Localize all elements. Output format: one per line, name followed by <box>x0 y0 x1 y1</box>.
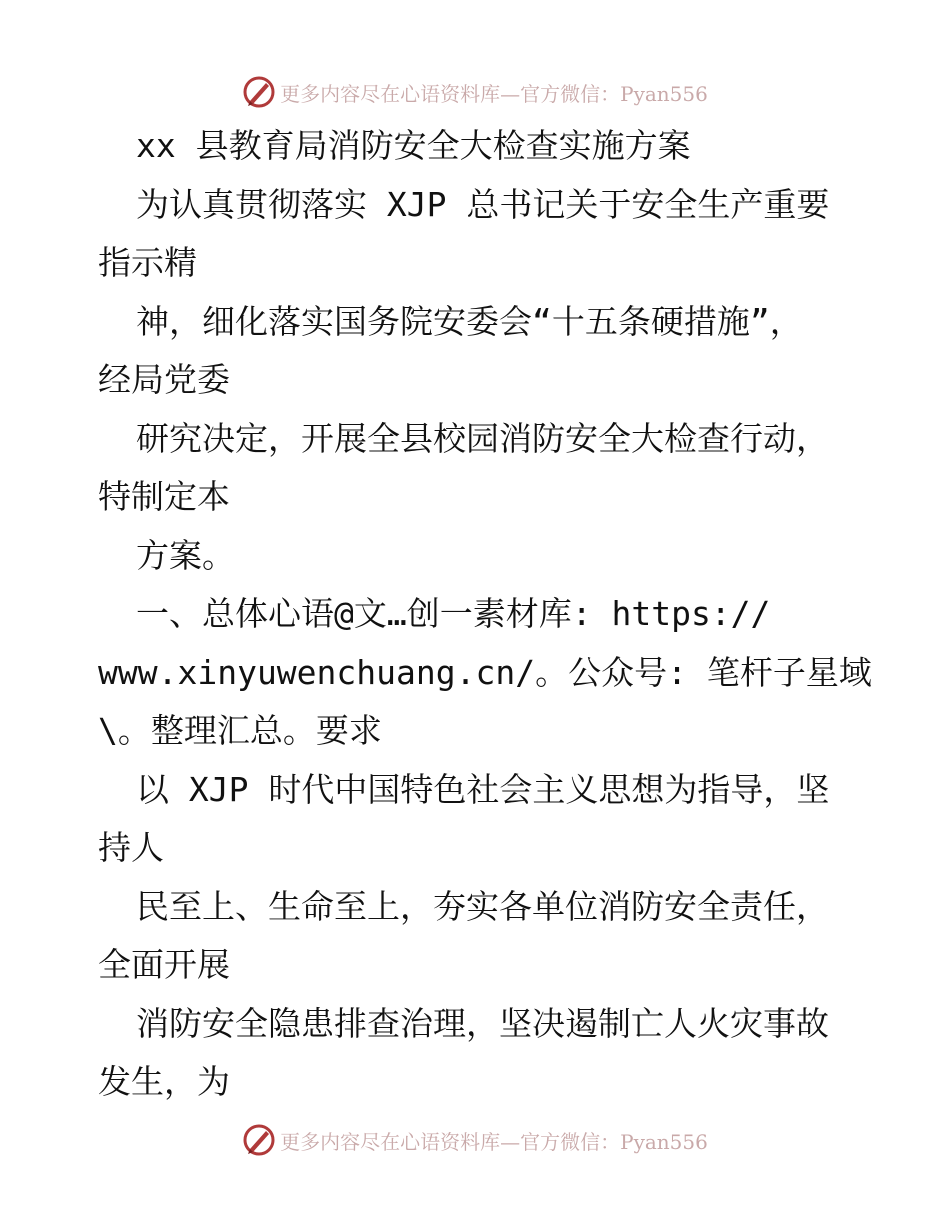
header-banner-dash: — <box>500 81 521 106</box>
text-line: www.xinyuwenchuang.cn/。公众号: 笔杆子星域 <box>98 653 872 692</box>
text-line: 发生，为 <box>98 1062 230 1101</box>
text-line: \。整理汇总。要求 <box>98 711 382 750</box>
footer-banner-text <box>280 1126 708 1155</box>
header-banner-main: 更多内容尽在心语资料库 <box>280 81 501 106</box>
text-line: 研究决定，开展全县校园消防安全大检查行动， <box>136 419 829 458</box>
text-line: 经局党委 <box>98 360 230 399</box>
text-line: 特制定本 <box>98 477 230 516</box>
text-line: 神，细化落实国务院安委会“十五条硬措施”， <box>136 302 803 341</box>
footer-banner <box>0 1120 950 1160</box>
pen-logo-icon <box>242 1123 276 1157</box>
text-line: 指示精 <box>98 243 197 282</box>
header-banner-official: 官方微信： <box>520 81 621 106</box>
text-line: 以 XJP 时代中国特色社会主义思想为指导，坚 <box>136 770 830 809</box>
text-line: 全面开展 <box>98 945 230 984</box>
header-banner-wechat-id: Pyan556 <box>620 81 708 106</box>
footer-banner-dash: — <box>500 1129 521 1154</box>
header-banner-text <box>280 78 708 107</box>
footer-banner-inner <box>242 1123 708 1157</box>
section-heading: 一、总体心语@文…创一素材库: https:// <box>136 594 771 633</box>
text-line: 消防安全隐患排查治理，坚决遏制亡人火灾事故 <box>136 1004 829 1043</box>
footer-banner-official: 官方微信： <box>520 1129 621 1154</box>
text-line: 为认真贯彻落实 XJP 总书记关于安全生产重要 <box>136 185 830 224</box>
pen-logo-icon <box>242 75 276 109</box>
text-line: 民至上、生命至上，夯实各单位消防安全责任， <box>136 887 829 926</box>
footer-banner-main: 更多内容尽在心语资料库 <box>280 1129 501 1154</box>
header-banner-inner <box>242 75 708 109</box>
document-title: xx 县教育局消防安全大检查实施方案 <box>136 126 691 165</box>
footer-banner-wechat-id: Pyan556 <box>620 1129 708 1154</box>
header-banner <box>0 72 950 112</box>
text-line: 持人 <box>98 828 164 867</box>
text-line: 方案。 <box>136 536 235 575</box>
